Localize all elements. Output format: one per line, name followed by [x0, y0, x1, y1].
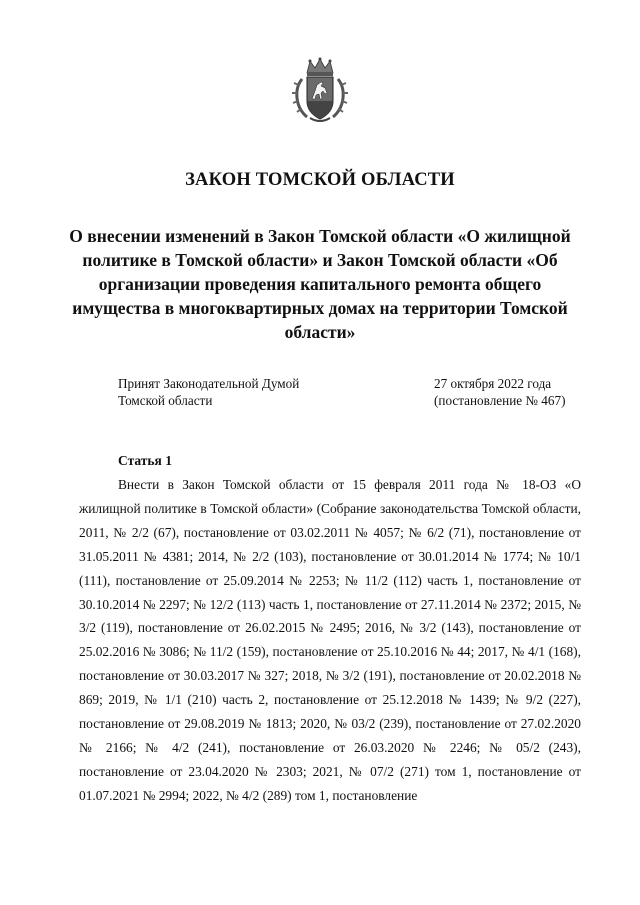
adopted-by-line-2: Томской области: [118, 393, 213, 408]
adoption-date: [434, 375, 565, 409]
adoption-date-line-1: 27 октября 2022 года: [434, 376, 552, 391]
adopted-by: [118, 375, 299, 409]
adopted-by-line-1: Принят Законодательной Думой: [118, 376, 300, 391]
tomsk-region-coat-of-arms-icon: [290, 55, 350, 125]
law-title: ЗАКОН ТОМСКОЙ ОБЛАСТИ: [185, 170, 455, 190]
adoption-resolution: (постановление № 467): [434, 393, 566, 408]
article-body: [79, 473, 581, 808]
article-heading: Статья 1: [118, 453, 172, 468]
law-subtitle: О внесении изменений в Закон Томской области «О жилищной политике в Томской области» и Закон Томской области «Об организации проведения капитального ремонта общего имущества в многоквартирных домах на территории Томской области»: [69, 226, 571, 342]
article-paragraph: Внести в Закон Томской области от 15 февраля 2011 года № 18-ОЗ «О жилищной политике в Томской области» (Собрание законодательства Томской области, 2011, № 2/2 (67), постановление от 03.02.2011 № 4057; № 6/2 (71), постановление от 31.05.2011 № 4381; 2014, № 2/2 (103), постановление от 30.01.2014 № 1774; № 10/1 (111), постановление от 25.09.2014 № 2253; № 11/2 (112) часть 1, постановление от 30.10.2014 № 2297; № 12/2 (113) часть 1, постановление от 27.11.2014 № 2372; 2015, № 3/2 (119), постановление от 26.02.2015 № 2495; 2016, № 3/2 (143), постановление от 25.02.2016 № 3086; № 11/2 (159), постановление от 25.10.2016 № 44; 2017, № 4/1 (168), постановление от 30.03.2017 № 327; 2018, № 3/2 (191), постановление от 20.02.2018 № 869; 2019, № 1/1 (210) часть 2, постановление от 25.12.2018 № 1439; № 9/2 (227), постановление от 29.08.2019 № 1813; 2020, № 03/2 (239), постановление от 27.02.2020 № 2166; № 4/2 (241), постановление от 26.03.2020 № 2246; № 05/2 (243), постановление от 23.04.2020 № 2303; 2021, № 07/2 (271) том 1, постановление от 01.07.2021 № 2994; 2022, № 4/2 (289) том 1, постановление: [79, 477, 581, 803]
